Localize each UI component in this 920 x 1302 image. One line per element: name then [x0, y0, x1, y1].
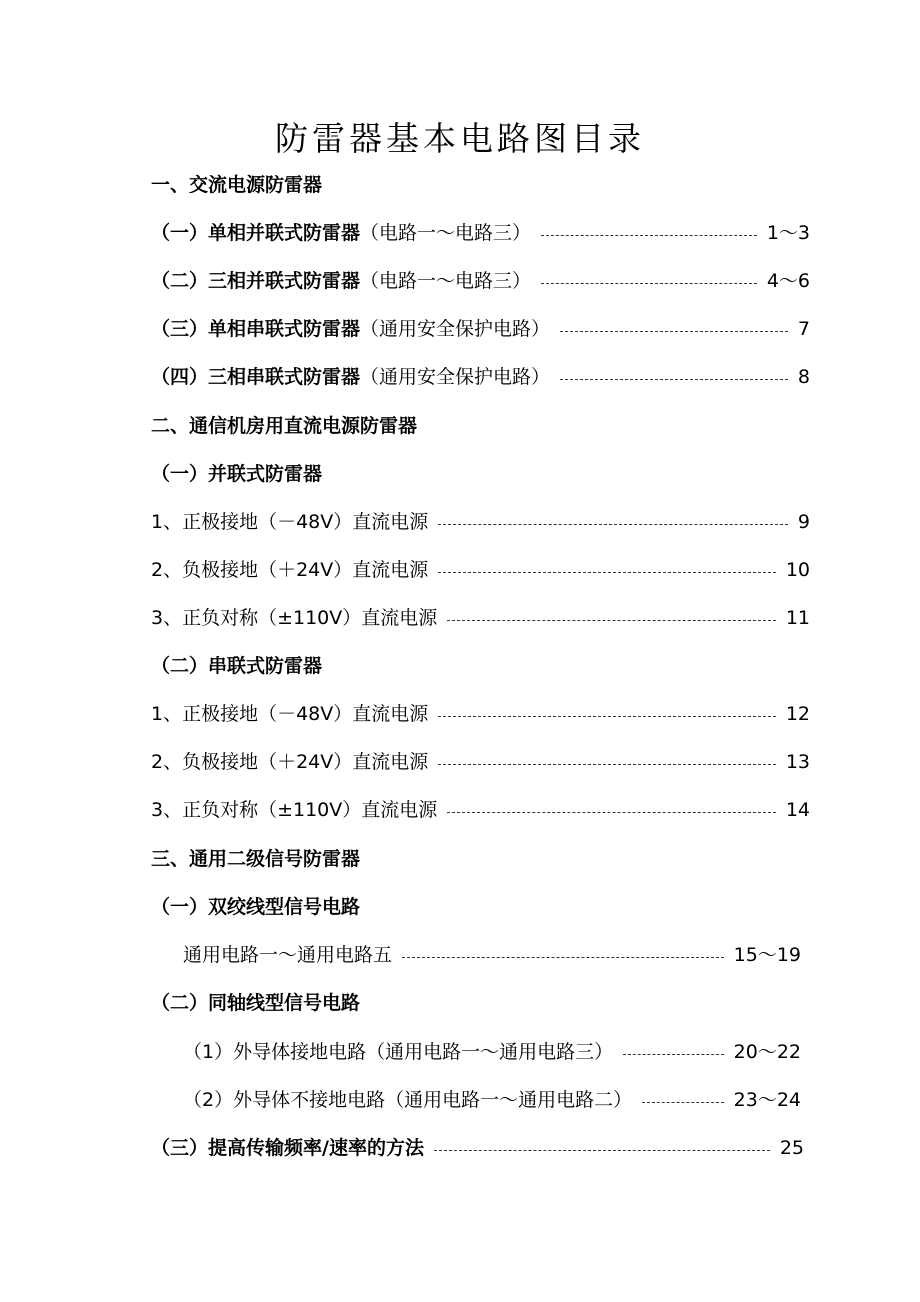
entry-bold-text: （二）三相并联式防雷器 [151, 270, 361, 292]
section-label: 三、通用二级信号防雷器 [151, 848, 361, 870]
toc-entry[interactable] [151, 218, 810, 248]
subsection-heading [151, 892, 360, 922]
dot-leader [438, 764, 776, 765]
subsection-label: （二）串联式防雷器 [151, 655, 323, 677]
toc-entry[interactable] [151, 795, 810, 825]
entry-label: 1、正极接地（－48V）直流电源 [151, 511, 429, 533]
subsection-label: （一）并联式防雷器 [151, 463, 323, 485]
toc-entry[interactable] [151, 362, 810, 392]
subsection-heading [151, 459, 322, 489]
entry-bold-text: （三）提高传输频率/速率的方法 [151, 1137, 424, 1159]
dot-leader [560, 331, 788, 332]
entry-label: 2、负极接地（＋24V）直流电源 [151, 751, 429, 773]
subsection-label: （一）双绞线型信号电路 [151, 896, 361, 918]
section-label: 一、交流电源防雷器 [151, 174, 323, 196]
entry-note: （通用安全保护电路） [360, 366, 551, 388]
page-number: 23～24 [733, 1089, 801, 1111]
page-number: 14 [785, 799, 810, 821]
entry-label [151, 314, 550, 344]
section-heading [151, 844, 360, 874]
page-number: 13 [785, 751, 810, 773]
subsection-heading [151, 988, 360, 1018]
toc-entry[interactable] [151, 747, 810, 777]
entry-label: （2）外导体不接地电路（通用电路一～通用电路二） [183, 1089, 633, 1111]
dot-leader [447, 620, 776, 621]
entry-label: （1）外导体接地电路（通用电路一～通用电路三） [183, 1041, 614, 1063]
entry-label [151, 266, 531, 296]
section-heading [151, 411, 417, 441]
dot-leader [434, 1150, 770, 1151]
section-label: 二、通信机房用直流电源防雷器 [151, 415, 418, 437]
section-heading [151, 170, 322, 200]
entry-label: 2、负极接地（＋24V）直流电源 [151, 559, 429, 581]
dot-leader [541, 235, 757, 236]
subsection-heading [151, 651, 322, 681]
entry-note: （电路一～电路三） [360, 222, 532, 244]
entry-note: （电路一～电路三） [360, 270, 532, 292]
page-number: 25 [779, 1137, 804, 1159]
page-number: 1～3 [766, 222, 810, 244]
page-number: 10 [785, 559, 810, 581]
toc-entry[interactable] [183, 940, 801, 970]
page-number: 11 [785, 607, 810, 629]
entry-bold-text: （一）单相并联式防雷器 [151, 222, 361, 244]
dot-leader [402, 957, 724, 958]
page-number: 7 [797, 318, 810, 340]
subsection-label: （二）同轴线型信号电路 [151, 992, 361, 1014]
toc-entry[interactable] [151, 1133, 804, 1163]
dot-leader [447, 812, 776, 813]
toc-entry[interactable] [151, 603, 810, 633]
dot-leader [642, 1102, 724, 1103]
toc-entry[interactable] [183, 1037, 801, 1067]
toc-entry[interactable] [151, 314, 810, 344]
page-number: 12 [785, 703, 810, 725]
toc-entry[interactable] [151, 555, 810, 585]
entry-bold-text: （三）单相串联式防雷器 [151, 318, 361, 340]
entry-label: 1、正极接地（－48V）直流电源 [151, 703, 429, 725]
page-number: 15～19 [733, 944, 801, 966]
entry-bold-text: （四）三相串联式防雷器 [151, 366, 361, 388]
entry-label: 通用电路一～通用电路五 [183, 944, 393, 966]
entry-label [151, 218, 531, 248]
page-title: 防雷器基本电路图目录 [275, 119, 645, 158]
dot-leader [560, 379, 788, 380]
toc-entry[interactable] [151, 507, 810, 537]
page-number: 9 [797, 511, 810, 533]
entry-label [151, 1133, 424, 1163]
dot-leader [438, 572, 776, 573]
dot-leader [438, 716, 776, 717]
entry-label [151, 362, 550, 392]
toc-entry[interactable] [183, 1085, 801, 1115]
page-number: 8 [797, 366, 810, 388]
page-number: 4～6 [766, 270, 810, 292]
dot-leader [541, 283, 757, 284]
dot-leader [438, 524, 788, 525]
entry-label: 3、正负对称（±110V）直流电源 [151, 607, 438, 629]
toc-entry[interactable] [151, 266, 810, 296]
dot-leader [623, 1054, 724, 1055]
entry-label: 3、正负对称（±110V）直流电源 [151, 799, 438, 821]
toc-entry[interactable] [151, 699, 810, 729]
entry-note: （通用安全保护电路） [360, 318, 551, 340]
page-number: 20～22 [733, 1041, 801, 1063]
